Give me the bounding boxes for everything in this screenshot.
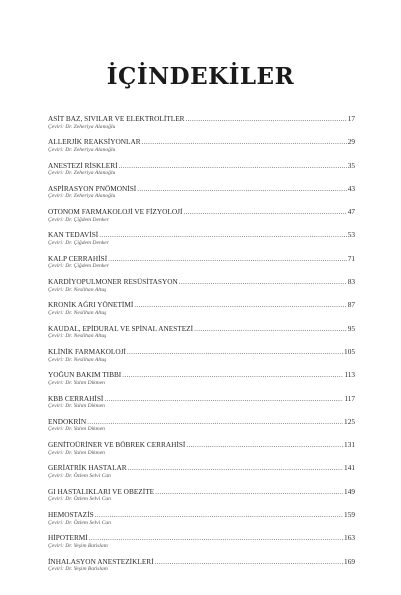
toc-entry	[48, 464, 355, 487]
toc-entry-row	[48, 301, 355, 310]
toc-entry-row	[48, 558, 355, 567]
toc-entry-row	[48, 115, 355, 124]
translator-credit: Çeviri: Dr. Neslihan Altuş	[48, 356, 107, 363]
dot-leader	[134, 301, 346, 310]
chapter-title: HEMOSTAZİS	[48, 510, 94, 520]
toc-entry-row	[48, 231, 355, 240]
dot-leader	[119, 162, 347, 171]
page-number: 29	[347, 137, 355, 147]
dot-leader	[127, 348, 343, 357]
chapter-title: GERİATRİK HASTALAR	[48, 463, 127, 473]
toc-entry-row	[48, 464, 355, 473]
page-number: 141	[344, 463, 355, 473]
translator-credit: Çeviri: Dr. Çiğdem Denker	[48, 240, 109, 247]
toc-entry-row	[48, 278, 355, 287]
page-number: 169	[344, 556, 355, 566]
translator-credit: Çeviri: Dr. Zeheriya Alanoğlu	[48, 146, 116, 153]
translator-credit: Çeviri: Dr. Özlem Selvi Can	[48, 473, 111, 480]
toc-entry	[48, 325, 355, 348]
dot-leader	[104, 395, 343, 404]
toc-entry-row	[48, 138, 355, 147]
dot-leader	[186, 115, 347, 124]
chapter-title: OTONOM FARMAKOLOJİ VE FİZYOLOJİ	[48, 207, 183, 217]
toc-entry	[48, 488, 355, 511]
translator-credit: Çeviri: Dr. Zeheriya Alanoğlu	[48, 170, 116, 177]
toc-entry	[48, 395, 355, 418]
chapter-title: KARDİYOPULMONER RESÜSİTASYON	[48, 277, 178, 287]
toc-entry-row	[48, 348, 355, 357]
toc-entry	[48, 558, 355, 581]
chapter-title: KALP CERRAHİSİ	[48, 253, 108, 263]
translator-credit: Çeviri: Dr. Zeheriya Alanoğlu	[48, 193, 116, 200]
dot-leader	[99, 231, 347, 240]
page-number: 125	[344, 416, 355, 426]
page-number: 105	[344, 346, 355, 356]
chapter-title: ASİT BAZ, SIVILAR VE ELEKTROLİTLER	[48, 114, 185, 123]
translator-credit: Çeviri: Dr. Yeşim Batislam	[48, 566, 108, 573]
translator-credit: Çeviri: Dr. Zeheriya Alanoğlu	[48, 123, 116, 130]
toc-entry	[48, 185, 355, 208]
dot-leader	[155, 558, 343, 567]
toc-entry	[48, 441, 355, 464]
toc-entry-row	[48, 511, 355, 520]
toc-entry-row	[48, 534, 355, 543]
toc-entry-row	[48, 441, 355, 450]
page-number: 43	[347, 183, 355, 193]
page-number: 53	[347, 230, 355, 240]
toc-entry-row	[48, 208, 355, 217]
toc-entry	[48, 511, 355, 534]
dot-leader	[142, 138, 347, 147]
toc-entry-row	[48, 325, 355, 334]
translator-credit: Çeviri: Dr. Yeşim Batislam	[48, 542, 108, 549]
dot-leader	[122, 371, 343, 380]
page-number: 83	[347, 277, 355, 287]
chapter-title: KRONİK AĞRI YÖNETİMİ	[48, 300, 134, 310]
page-number: 95	[347, 323, 355, 333]
translator-credit: Çeviri: Dr. Çiğdem Denker	[48, 216, 109, 223]
translator-credit: Çeviri: Dr. Neslihan Altuş	[48, 309, 107, 316]
toc-entry	[48, 231, 355, 254]
dot-leader	[128, 464, 343, 473]
toc-entry-row	[48, 395, 355, 404]
page-number: 47	[347, 207, 355, 217]
chapter-title: İNHALASYON ANESTEZİKLERİ	[48, 556, 154, 566]
translator-credit: Çeviri: Dr. Çiğdem Denker	[48, 263, 109, 270]
translator-credit: Çeviri: Dr. Özlem Selvi Can	[48, 496, 111, 503]
dot-leader	[186, 441, 343, 450]
toc-entry	[48, 301, 355, 324]
toc-entry	[48, 255, 355, 278]
page-title: İÇİNDEKİLER	[106, 63, 295, 90]
dot-leader	[108, 255, 347, 264]
page-number: 87	[347, 300, 355, 310]
toc-entry	[48, 138, 355, 161]
translator-credit: Çeviri: Dr. Yalım Dikmen	[48, 449, 105, 456]
translator-credit: Çeviri: Dr. Neslihan Altuş	[48, 333, 107, 340]
page-number: 163	[344, 533, 355, 543]
chapter-title: ANESTEZİ RİSKLERİ	[48, 160, 118, 170]
translator-credit: Çeviri: Dr. Neslihan Altuş	[48, 286, 107, 293]
toc-entry-row	[48, 418, 355, 427]
toc-entry	[48, 278, 355, 301]
translator-credit: Çeviri: Dr. Yalım Dikmen	[48, 403, 105, 410]
dot-leader	[95, 511, 343, 520]
chapter-title: YOĞUN BAKIM TIBBI	[48, 370, 122, 380]
page-number: 17	[347, 114, 355, 123]
translator-credit: Çeviri: Dr. Yalım Dikmen	[48, 426, 105, 433]
page-number: 149	[344, 486, 355, 496]
page-number: 71	[347, 253, 355, 263]
dot-leader	[87, 418, 343, 427]
toc-entry	[48, 371, 355, 394]
chapter-title: KLİNİK FARMAKOLOJİ	[48, 346, 126, 356]
chapter-title: GI HASTALIKLARI VE OBEZİTE	[48, 486, 155, 496]
page-number: 131	[344, 440, 355, 450]
page-number: 159	[344, 510, 355, 520]
toc-entry-row	[48, 162, 355, 171]
chapter-title: ALLERJİK REAKSİYONLAR	[48, 137, 141, 147]
dot-leader	[179, 278, 347, 287]
dot-leader	[155, 488, 343, 497]
dot-leader	[137, 185, 347, 194]
toc-entry	[48, 208, 355, 231]
toc-entry	[48, 534, 355, 557]
page-number: 117	[344, 393, 355, 403]
chapter-title: ENDOKRİN	[48, 416, 87, 426]
chapter-title: GENİTOÜRİNER VE BÖBREK CERRAHİSİ	[48, 440, 186, 450]
chapter-title: KBB CERRAHİSİ	[48, 393, 104, 403]
chapter-title: KAN TEDAVİSİ	[48, 230, 99, 240]
translator-credit: Çeviri: Dr. Yalım Dikmen	[48, 379, 105, 386]
toc-entry	[48, 418, 355, 441]
toc-entry	[48, 115, 355, 138]
toc-entry	[48, 162, 355, 185]
toc-entry-row	[48, 371, 355, 380]
page-number: 113	[344, 370, 355, 380]
chapter-title: ASPİRASYON PNÖMONİSİ	[48, 183, 137, 193]
dot-leader	[194, 325, 347, 334]
dot-leader	[183, 208, 346, 217]
page-number: 35	[347, 160, 355, 170]
chapter-title: KAUDAL, EPİDURAL VE SPİNAL ANESTEZİ	[48, 323, 194, 333]
chapter-title: HİPOTERMİ	[48, 533, 88, 543]
toc-entry	[48, 348, 355, 371]
toc-list	[48, 115, 355, 581]
dot-leader	[89, 534, 343, 543]
translator-credit: Çeviri: Dr. Özlem Selvi Can	[48, 519, 111, 526]
